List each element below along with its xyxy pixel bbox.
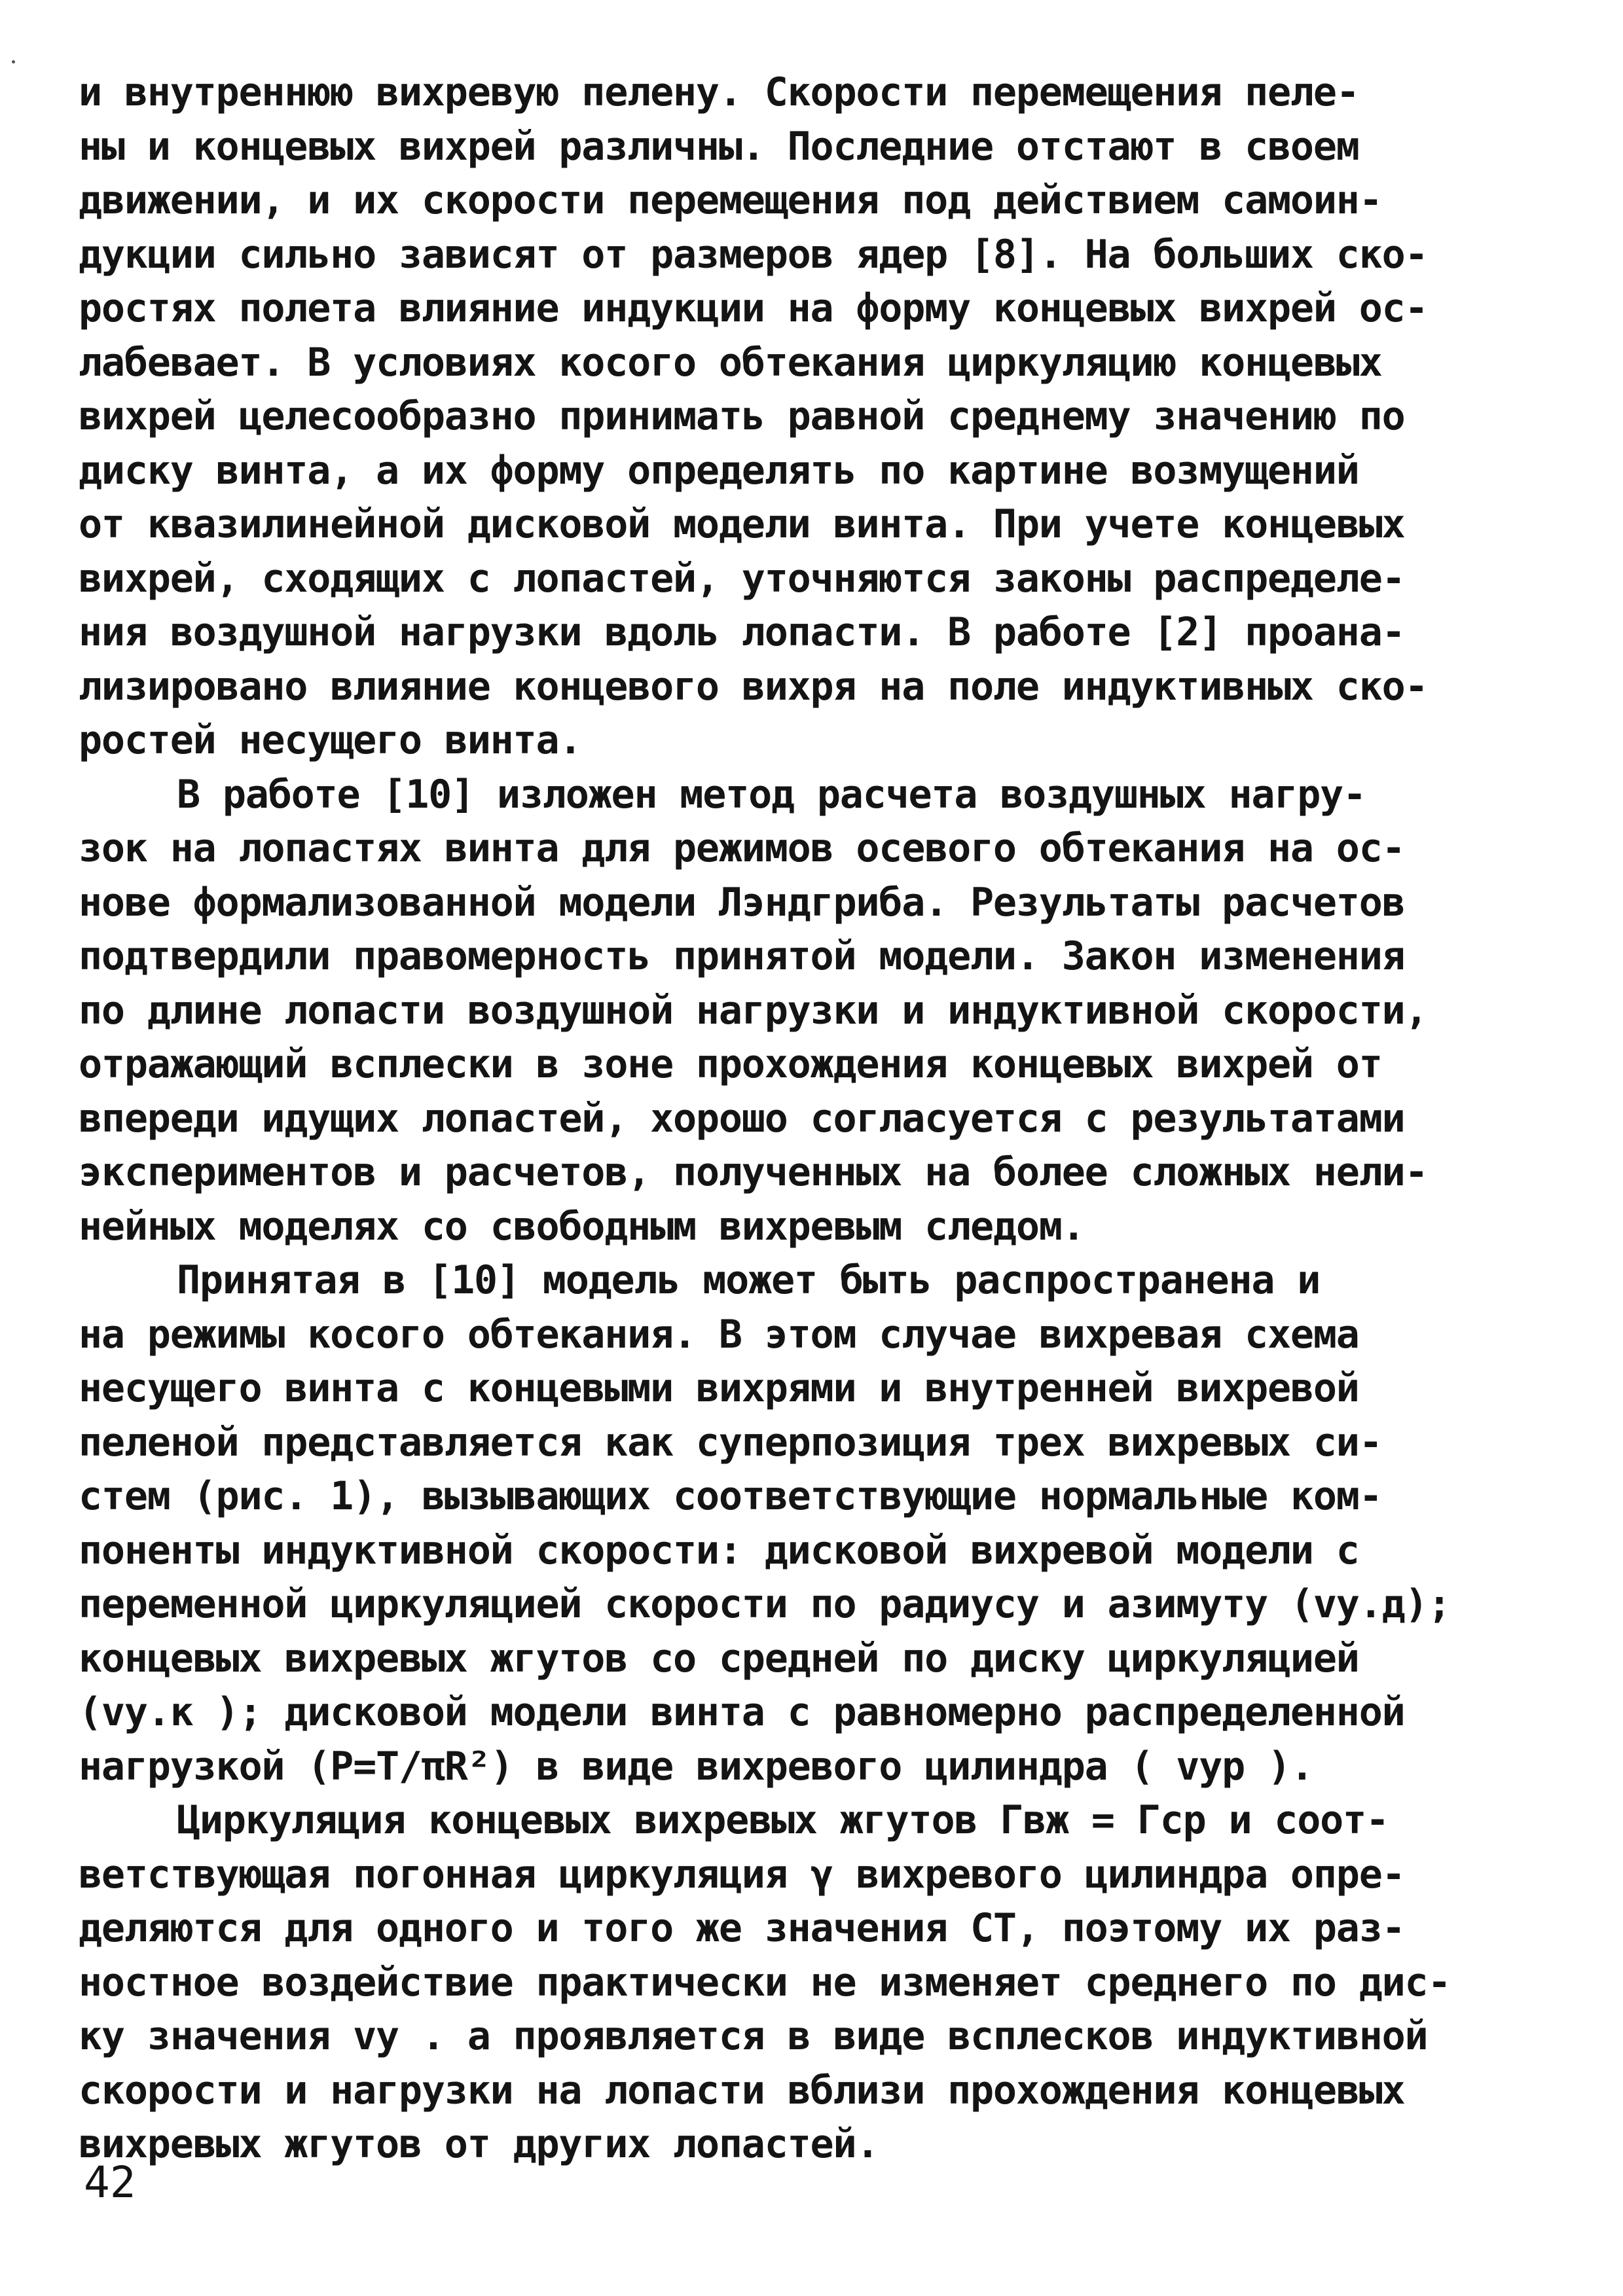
body-text	[79, 65, 1539, 2172]
paragraph-first-line: В работе [10] изложен метод расчета воздушных нагру-	[177, 771, 1366, 817]
text-line: движении, и их скорости перемещения под действием самоин-	[79, 177, 1382, 223]
text-line: вихрей целесообразно принимать равной среднему значению по	[79, 393, 1405, 439]
page-number: 42	[84, 2157, 136, 2208]
text-line: скорости и нагрузки на лопасти вблизи прохождения концевых	[79, 2067, 1405, 2113]
text-line: пеленой представляется как суперпозиция трех вихревых си-	[79, 1419, 1382, 1465]
text-line: стем (рис. 1), вызывающих соответствующие нормальные ком-	[79, 1473, 1382, 1519]
text-line: ростях полета влияние индукции на форму концевых вихрей ос-	[79, 285, 1428, 331]
text-line: ветствующая погонная циркуляция γ вихревого цилиндра опре-	[79, 1851, 1405, 1897]
text-line: лизировано влияние концевого вихря на поле индуктивных ско-	[79, 663, 1428, 709]
text-line: вихрей, сходящих с лопастей, уточняются законы распределе-	[79, 555, 1405, 601]
text-line: диску винта, а их форму определять по картине возмущений	[79, 447, 1359, 493]
text-line: впереди идущих лопастей, хорошо согласуется с результатами	[79, 1095, 1405, 1141]
text-line: отражающий всплески в зоне прохождения концевых вихрей от	[79, 1041, 1382, 1087]
text-line: (vy.к ); дисковой модели винта с равномерно распределенной	[79, 1689, 1405, 1735]
text-line: экспериментов и расчетов, полученных на более сложных нели-	[79, 1149, 1428, 1195]
text-line: нейных моделях со свободным вихревым следом.	[79, 1203, 1085, 1249]
text-line: нове формализованной модели Лэндгриба. Результаты расчетов	[79, 879, 1405, 925]
text-line: ростей несущего винта.	[79, 717, 582, 763]
text-line: ния воздушной нагрузки вдоль лопасти. В работе [2] проана-	[79, 609, 1405, 655]
text-line: от квазилинейной дисковой модели винта. При учете концевых	[79, 501, 1405, 547]
text-line: концевых вихревых жгутов со средней по диску циркуляцией	[79, 1635, 1359, 1681]
paragraph-first-line: Принятая в [10] модель может быть распространена и	[177, 1257, 1321, 1303]
text-line: переменной циркуляцией скорости по радиусу и азимуту (vy.д);	[79, 1581, 1451, 1627]
text-line: ны и концевых вихрей различны. Последние отстают в своем	[79, 123, 1359, 170]
text-line: и внутреннюю вихревую пелену. Скорости перемещения пеле-	[79, 69, 1359, 115]
scan-speck	[12, 60, 15, 63]
text-line: по длине лопасти воздушной нагрузки и индуктивной скорости,	[79, 987, 1428, 1033]
text-line: лабевает. В условиях косого обтекания циркуляцию концевых	[79, 339, 1382, 386]
text-line: поненты индуктивной скорости: дисковой вихревой модели с	[79, 1527, 1359, 1573]
text-line: зок на лопастях винта для режимов осевого обтекания на ос-	[79, 825, 1405, 871]
text-line: нагрузкой (P=T/πR²) в виде вихревого цилиндра ( vyp ).	[79, 1743, 1313, 1789]
text-line: подтвердили правомерность принятой модели. Закон изменения	[79, 933, 1405, 979]
text-line: несущего винта с концевыми вихрями и внутренней вихревой	[79, 1365, 1359, 1411]
paragraph-first-line: Циркуляция концевых вихревых жгутов Γвж = Γср и соот-	[177, 1797, 1389, 1843]
text-line: на режимы косого обтекания. В этом случае вихревая схема	[79, 1311, 1359, 1357]
text-line: ку значения vy . а проявляется в виде всплесков индуктивной	[79, 2013, 1428, 2059]
text-line: вихревых жгутов от других лопастей.	[79, 2121, 879, 2167]
text-line: дукции сильно зависят от размеров ядер [8]. На больших ско-	[79, 231, 1428, 278]
text-line: ностное воздействие практически не изменяет среднего по дис-	[79, 1959, 1451, 2005]
text-line: деляются для одного и того же значения CT, поэтому их раз-	[79, 1905, 1405, 1951]
